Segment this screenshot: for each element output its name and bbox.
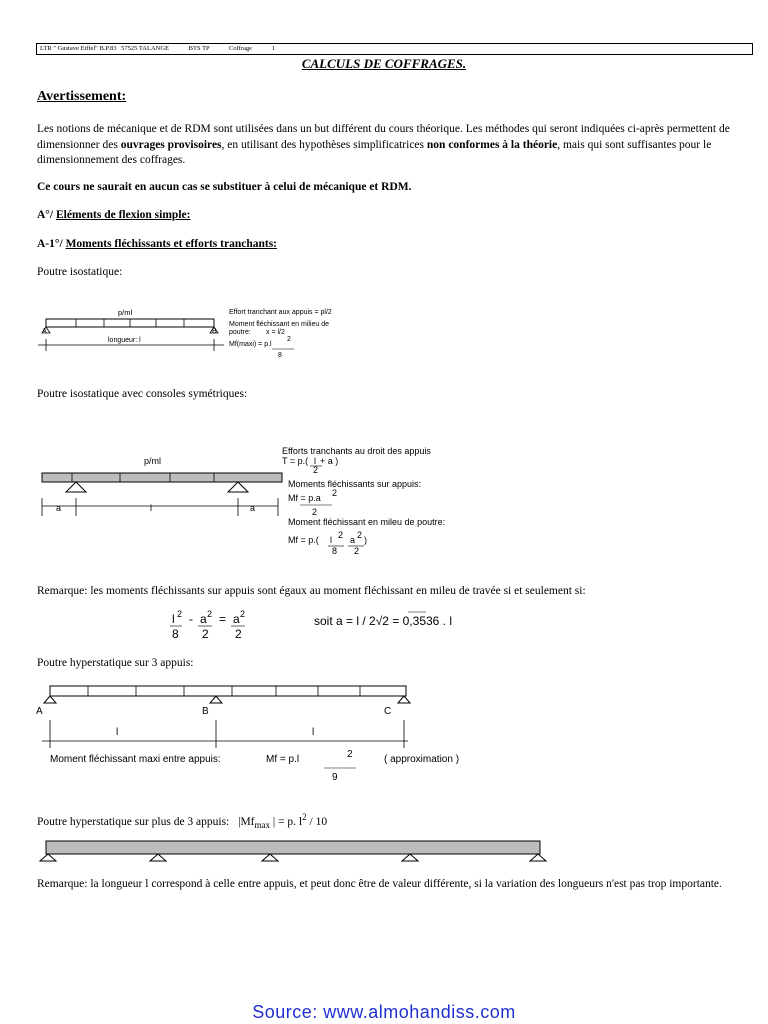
- formula-a1: a: [200, 612, 207, 626]
- beam2-dim-a-right: a: [250, 503, 256, 513]
- remark2-text: Remarque: la longueur l correspond à celle entre appuis, et peut donc être de valeur différente, si la variation des longueurs n'est pas trop importante.: [37, 878, 722, 890]
- beam1-mf-label: Mf(maxi) = p.l: [229, 341, 272, 348]
- beam4-formula-pl: | = p. l: [272, 815, 303, 828]
- beam4-formula-div: / 10: [306, 815, 328, 828]
- beam3-label-a: A: [36, 706, 43, 717]
- beam3-caption: Poutre hyperstatique sur 3 appuis:: [37, 657, 194, 669]
- formula-d3: 2: [235, 627, 242, 641]
- section-a-title: Eléments de flexion simple:: [55, 209, 191, 221]
- header-subject: Coffrage: [229, 45, 253, 52]
- beam2-moment-mid-exp2: 2: [357, 530, 363, 540]
- header-page: 1: [271, 45, 275, 52]
- beam3-diagram: [0, 680, 768, 790]
- beam4-formula-sub: max: [254, 820, 271, 831]
- warning-note: Ce cours ne saurait en aucun cas se substituer à celui de mécanique et RDM.: [37, 181, 412, 193]
- header-city: 57525 TALANGE: [121, 45, 170, 52]
- warning-text-2: , en utilisant des hypothèses simplificatrices: [221, 138, 427, 151]
- beam2-diagram: [0, 440, 768, 560]
- warning-text-1: Les notions de mécanique et de RDM sont utilisées dans un but différent du cours théorique. Les méthodes qui seront indiquées ci-après permettent de dimensionner des: [37, 123, 730, 151]
- section-a-prefix: A°/: [37, 209, 56, 221]
- beam4-support: [40, 854, 56, 861]
- formula-eq: =: [219, 612, 227, 626]
- beam4-formula-exp: 2: [302, 812, 307, 822]
- beam2-moment-support-den: 2: [312, 507, 318, 517]
- beam3-body: [50, 686, 406, 696]
- beam2-caption: Poutre isostatique avec consoles symétriques:: [37, 388, 248, 400]
- source-watermark: Source: www.almohandiss.com: [252, 1002, 516, 1022]
- beam3-mf-den: 9: [332, 772, 338, 783]
- beam3-span2: l: [312, 727, 315, 738]
- header-school: LTR " Gustave Eiffel" B.P.83: [40, 45, 117, 52]
- section-a1-heading: [37, 238, 277, 250]
- beam1-diagram: [0, 300, 768, 370]
- beam2-support-left: [66, 482, 86, 492]
- beam4-body: [46, 841, 540, 854]
- beam2-shear-formula: T = p.(: [282, 456, 309, 466]
- beam4-support: [150, 854, 166, 861]
- beam4-support: [262, 854, 278, 861]
- formula-minus: -: [189, 612, 193, 626]
- beam3-label-c: C: [384, 706, 392, 717]
- beam1-label-b: B: [212, 328, 217, 335]
- warning-bold-2: non conformes à la théorie: [426, 138, 558, 151]
- section-a1-title: Moments fléchissants et efforts tranchants:: [65, 238, 277, 250]
- warning-paragraph: [37, 122, 753, 169]
- beam2-moment-mid-l: l: [330, 535, 332, 545]
- beam1-moment-x: x = l/2: [266, 329, 285, 336]
- beam2-shear-plus: + a ): [320, 456, 339, 466]
- beam2-support-right: [228, 482, 248, 492]
- beam2-moment-mid-den2: 2: [354, 546, 360, 556]
- beam3-mf: Mf = p.l: [266, 754, 300, 765]
- beam3-support-a: [44, 696, 56, 703]
- warning-text-3: , mais qui sont suffisantes pour le dimensionnement des coffrages.: [37, 138, 712, 166]
- beam1-mf-exponent: 2: [287, 336, 291, 343]
- beam2-shear-l: l: [314, 456, 316, 466]
- beam1-caption: Poutre isostatique:: [37, 266, 123, 278]
- beam1-mf-denominator: 8: [278, 352, 282, 359]
- formula-a2: a: [233, 612, 240, 626]
- beam2-moment-mid-a: a: [350, 535, 356, 545]
- beam3-approximation: ( approximation ): [384, 754, 460, 765]
- beam2-moment-mid-den1: 8: [332, 546, 338, 556]
- beam1-label-a: A: [42, 328, 47, 335]
- beam1-length-label: longueur: l: [108, 337, 141, 344]
- section-a-heading: [37, 209, 190, 221]
- beam1-load-label: p/ml: [118, 308, 133, 317]
- beam2-moment-mid-close: ): [364, 535, 367, 545]
- warning-bold-1: ouvrages provisoires: [120, 138, 222, 151]
- beam1-moment-line2: poutre:: [229, 329, 251, 336]
- formula-exp1: 2: [177, 609, 183, 619]
- beam2-moment-mid-formula: Mf = p.(: [288, 535, 319, 545]
- beam3-moment-text: Moment fléchissant maxi entre appuis:: [50, 754, 221, 765]
- beam2-moment-support-title: Moments fléchissants sur appuis:: [288, 479, 422, 489]
- header-class: BTS TP: [188, 45, 210, 52]
- formula-l: l: [172, 612, 175, 626]
- beam4-support: [530, 854, 546, 861]
- beam1-moment-line1: Moment fléchissant en milieu de: [229, 321, 329, 328]
- beam2-moment-mid-title: Moment fléchissant en mileu de poutre:: [288, 517, 446, 527]
- section-a1-prefix: A-1°/: [37, 238, 66, 250]
- beam3-support-c: [398, 696, 410, 703]
- page-header: [36, 43, 753, 55]
- beam3-label-b: B: [202, 706, 209, 717]
- beam2-moment-support-exp: 2: [332, 488, 338, 498]
- beam3-support-b: [210, 696, 222, 703]
- beam3-mf-exp: 2: [347, 749, 353, 760]
- beam4-support: [402, 854, 418, 861]
- beam2-moment-support-formula: Mf = p.a: [288, 493, 321, 503]
- formula-d2: 2: [202, 627, 209, 641]
- beam2-shear-den: 2: [313, 465, 319, 475]
- beam2-shear-title: Efforts tranchants au droit des appuis: [282, 446, 431, 456]
- beam2-dim-l: l: [150, 503, 152, 513]
- formula-exp2: 2: [207, 609, 213, 619]
- beam4-diagram: [0, 836, 768, 866]
- beam4-caption-text: Poutre hyperstatique sur plus de 3 appuis:: [37, 815, 230, 828]
- beam1-shear-text: Effort tranchant aux appuis = pl/2: [229, 309, 332, 316]
- beam2-body: [42, 473, 282, 482]
- remark1-formula: [150, 606, 550, 646]
- formula-soit: soit a = l / 2√2 = 0,3536 . l: [314, 614, 453, 628]
- beam3-span1: l: [116, 727, 119, 738]
- beam2-moment-mid-exp1: 2: [338, 530, 344, 540]
- formula-exp3: 2: [240, 609, 246, 619]
- remark1-text: Remarque: les moments fléchissants sur appuis sont égaux au moment fléchissant en mileu de travée si et seulement si:: [37, 585, 586, 597]
- beam2-load-label: p/ml: [144, 456, 162, 466]
- page-title: CALCULS DE COFFRAGES.: [301, 56, 467, 71]
- beam2-dim-a-left: a: [56, 503, 62, 513]
- warning-heading: Avertissement:: [37, 89, 127, 104]
- formula-d1: 8: [172, 627, 179, 641]
- beam4-formula-mf: |Mf: [238, 815, 255, 828]
- beam4-caption: [37, 812, 327, 830]
